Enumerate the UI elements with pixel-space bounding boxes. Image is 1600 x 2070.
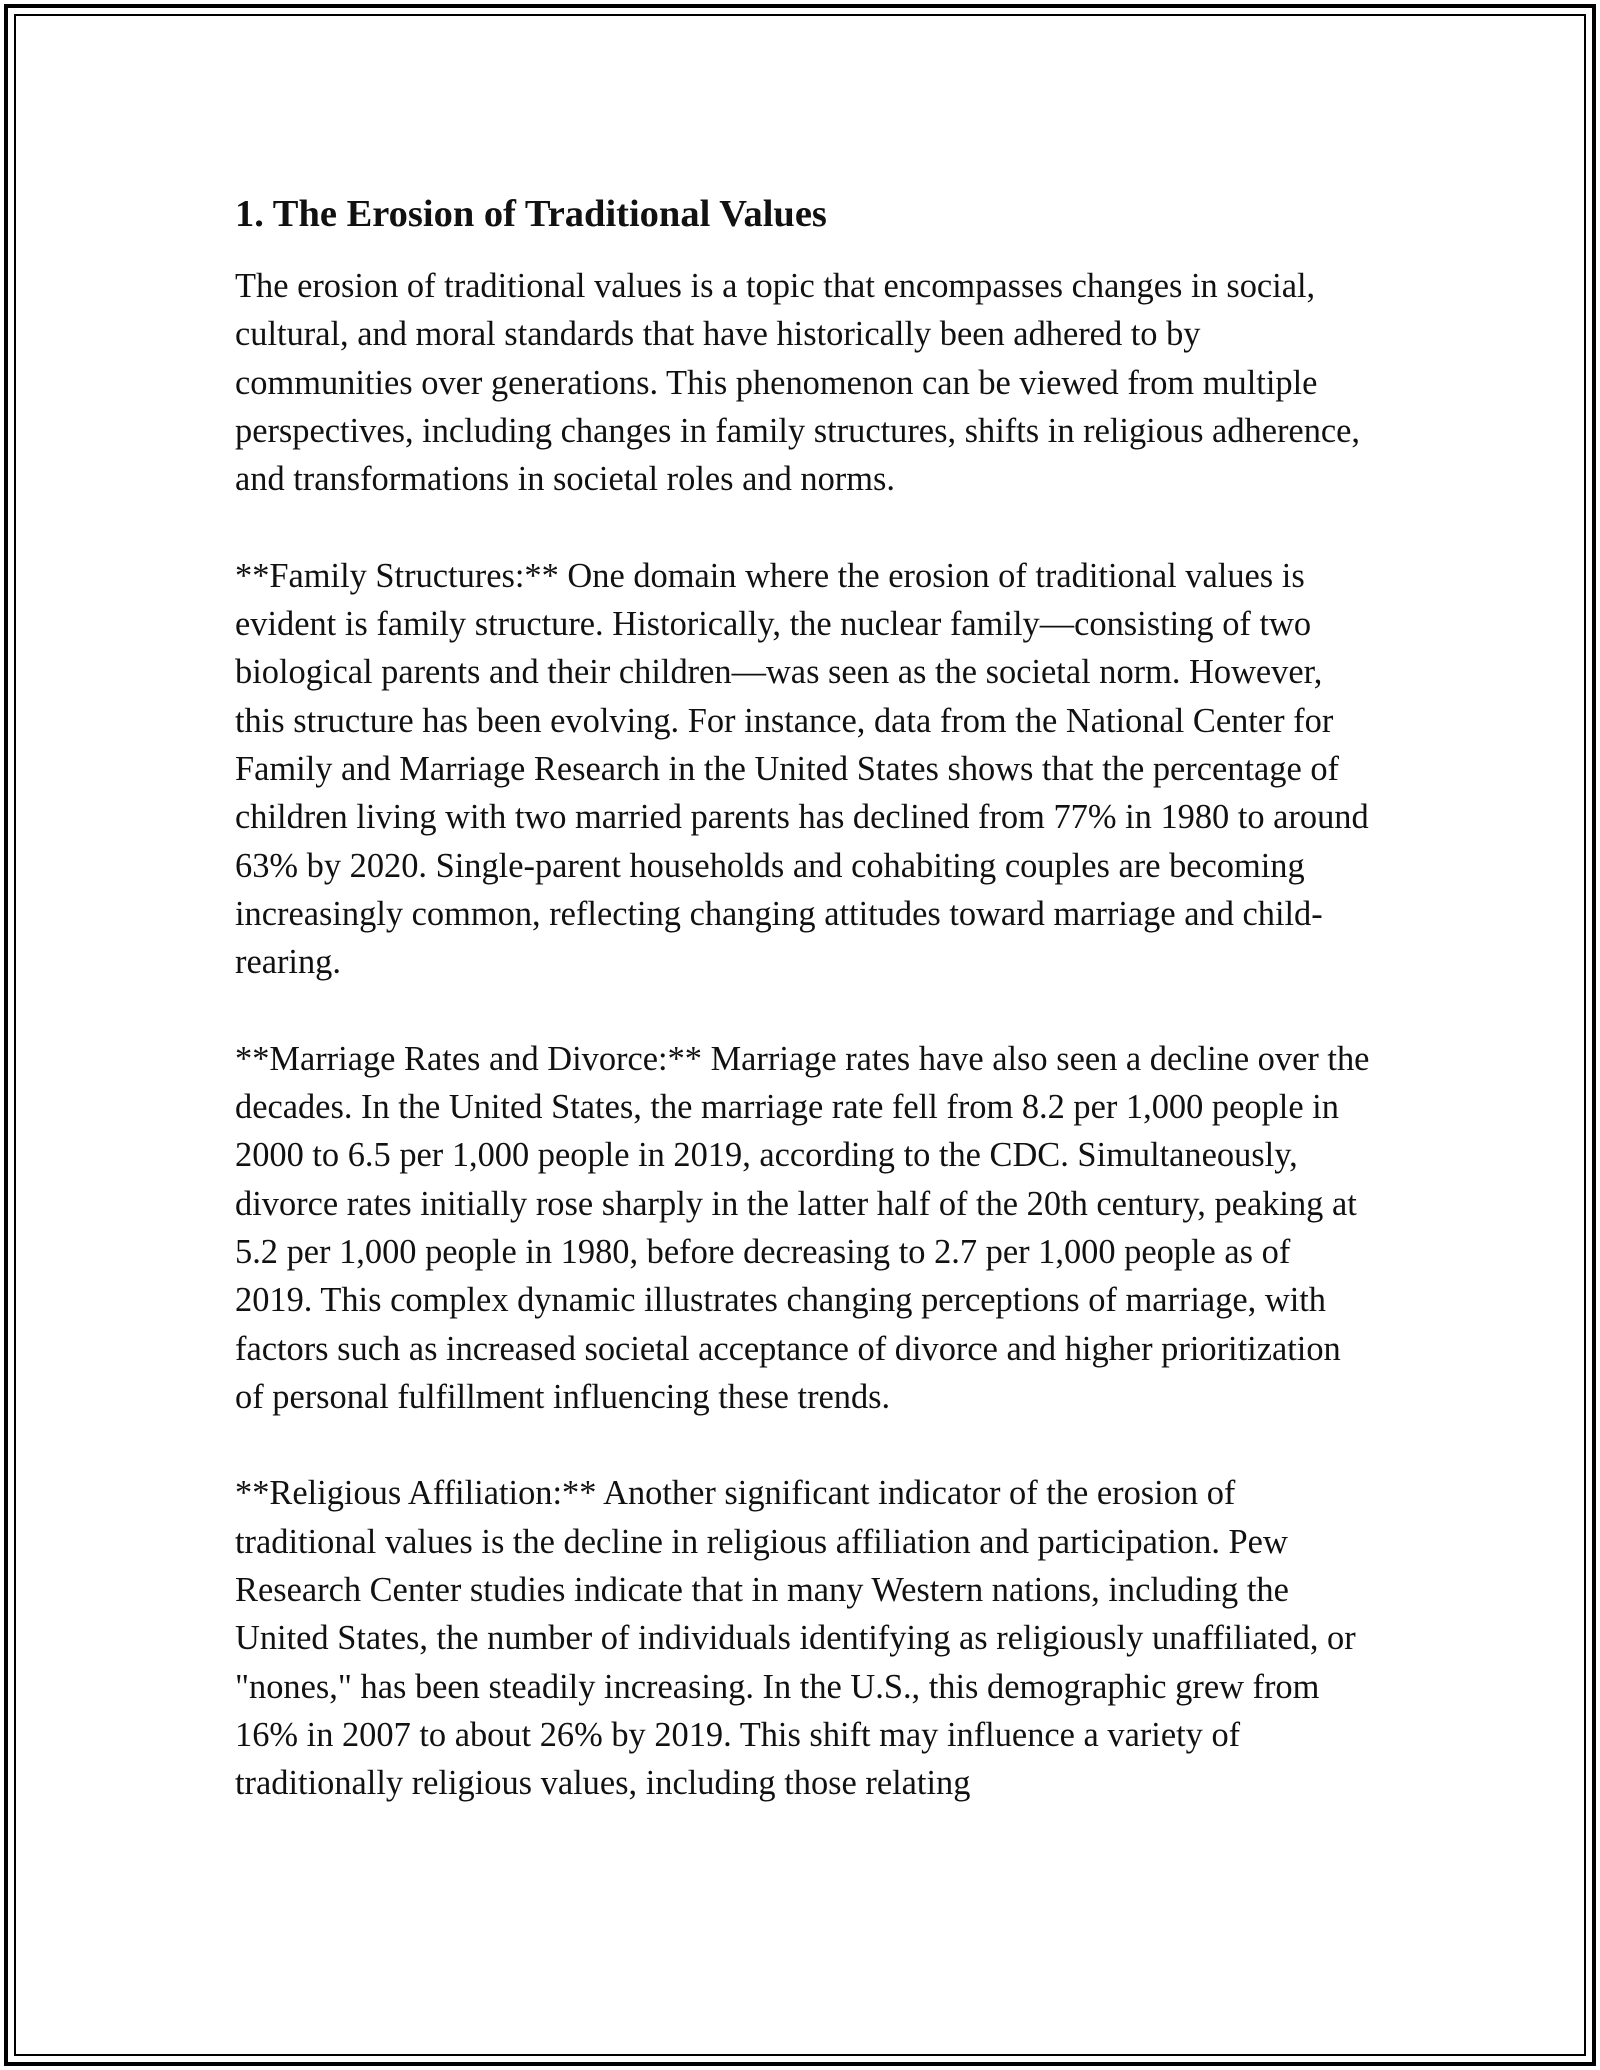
paragraph-intro: The erosion of traditional values is a topic that encompasses changes in social, cultural, and moral standards that have historically been adhered to by communities over generations. This phenomenon can be viewed from multiple perspectives, including changes in family structures, shifts in religious adherence, and transformations in societal roles and norms.	[235, 267, 1361, 499]
paragraph-family-structures: **Family Structures:** One domain where the erosion of traditional values is evident is family structure. Historically, the nuclear family—consisting of two biological parents and their children—was seen as the societal norm. However, this structure has been evolving. For instance, data from the National Center for Family and Marriage Research in the United States shows that the percentage of children living with two married parents has declined from 77% in 1980 to around 63% by 2020. Single-parent households and cohabiting couples are becoming increasingly common, reflecting changing attitudes toward marriage and child-rearing.	[235, 556, 1369, 982]
document-body	[235, 186, 1370, 1856]
paragraph-religious-affiliation: **Religious Affiliation:** Another significant indicator of the erosion of traditional values is the decline in religious affiliation and participation. Pew Research Center studies indicate that in many Western nations, including the United States, the number of individuals identifying as religiously unaffiliated, or "nones," has been steadily increasing. In the U.S., this demographic grew from 16% in 2007 to about 26% by 2019. This shift may influence a variety of traditionally religious values, including those relating	[235, 1474, 1356, 1803]
paragraph-marriage-divorce: **Marriage Rates and Divorce:** Marriage rates have also seen a decline over the decades. In the United States, the marriage rate fell from 8.2 per 1,000 people in 2000 to 6.5 per 1,000 people in 2019, according to the CDC. Simultaneously, divorce rates initially rose sharply in the latter half of the 20th century, peaking at 5.2 per 1,000 people in 1980, before decreasing to 2.7 per 1,000 people as of 2019. This complex dynamic illustrates changing perceptions of marriage, with factors such as increased societal acceptance of divorce and higher prioritization of personal fulfillment influencing these trends.	[235, 1039, 1370, 1416]
section-heading: 1. The Erosion of Traditional Values	[235, 193, 827, 235]
